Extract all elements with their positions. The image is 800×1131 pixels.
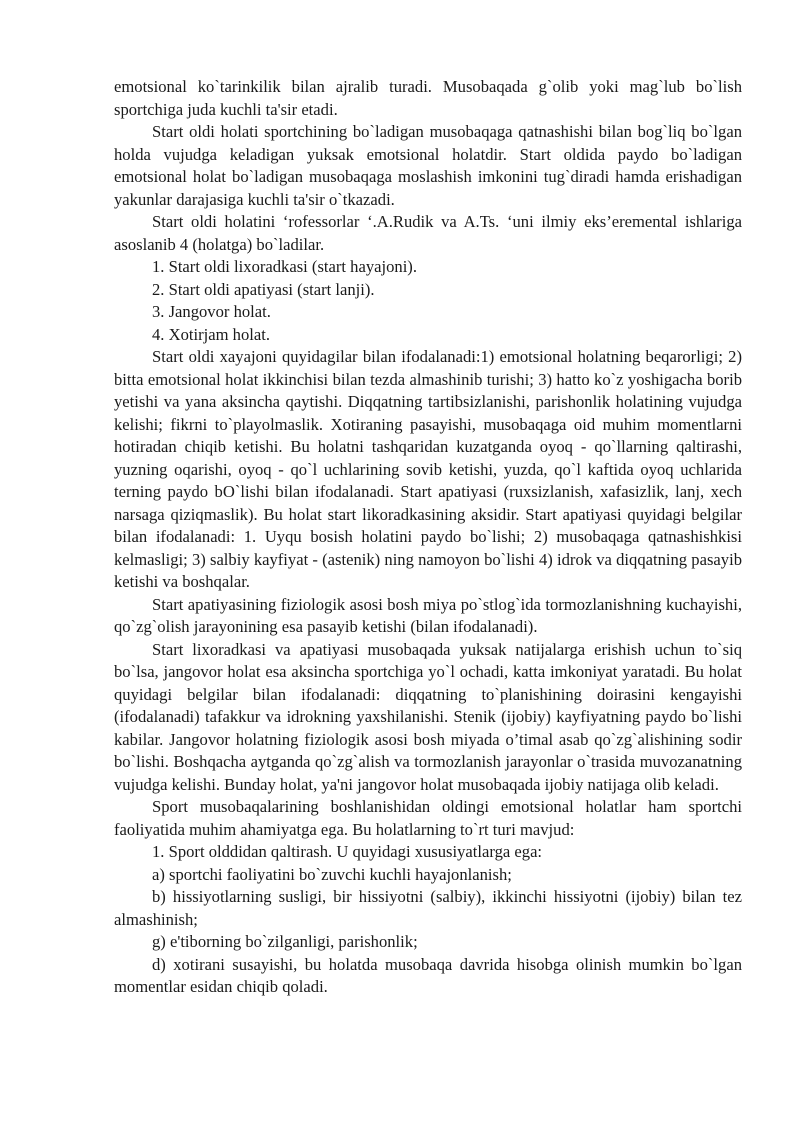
document-page: [114, 76, 742, 999]
list-item: a) sportchi faoliyatini bo`zuvchi kuchli hayajonlanish;: [152, 864, 512, 884]
paragraph: Start oldi holatini ‘rofessorlar ‘.A.Rudik va A.Ts. ‘uni ilmiy eks’eremental ishlariga asoslanib 4 (holatga) bo`ladilar.: [114, 212, 742, 254]
list-item: 4. Xotirjam holat.: [152, 324, 270, 344]
paragraph: Start lixoradkasi va apatiyasi musobaqada yuksak natijalarga erishish uchun to`siq bo`lsa, jangovor holat esa aksincha sportchiga yo`l ochadi, katta imkoniyat yaratadi. Bu holat quyidagi belgilar bilan ifodalanadi: diqqatning to`planishining doirasini kengayishi (ifodalanadi) tafakkur va idrokning yaxshilanishi. Stenik (ijobiy) kayfiyatning paydo bo`lishi kabilar. Jangovor holatning fiziologik asosi bosh miyada o’timal asab qo`zg`alishining sodir bo`lishi. Boshqacha aytganda qo`zg`alish va tormozlanish jarayonlar o`trasida muvozanatning vujudga kelishi. Bunday holat, ya'ni jangovor holat musobaqada ijobiy natijaga olib keladi.: [114, 639, 742, 794]
list-item: b) hissiyotlarning susligi, bir hissiyotni (salbiy), ikkinchi hissiyotni (ijobiy) bilan tez almashinish;: [114, 887, 742, 929]
list-item: d) xotirani susayishi, bu holatda musobaqa davrida hisobga olinish mumkin bo`lgan momentlar esidan chiqib qoladi.: [114, 954, 742, 996]
paragraph: Start oldi xayajoni quyidagilar bilan ifodalanadi:1) emotsional holatning beqarorligi; 2) bitta emotsional holat ikkinchisi bilan tezda almashinib turishi; 3) hatto ko`z yoshigacha borib yetishi va yana aksincha qaytishi. Diqqatning tartibsizlanishi, parishonlik holatining vujudga kelishi; fikrni to`playolmaslik. Xotiraning pasayishi, musobaqaga oid muhim momentlarni hotiradan chiqib ketishi. Bu holatni tashqaridan kuzatganda oyoq - qo`llarning qaltirashi, yuzning oqarishi, oyoq - qo`l uchlarining sovib ketishi, yuzda, qo`l kaftida oyoq uchlarida terning paydo bO`lishi bilan ifodalanadi. Start apatiyasi (ruxsizlanish, xafasizlik, lanj, xech narsaga qiziqmaslik). Bu holat start likoradkasining aksidir. Start apatiyasi quyidagi belgilar bilan ifodalanadi: 1. Uyqu bosish holatini paydo bo`lishi; 2) musobaqaga qatnashishkisi kelmasligi; 3) salbiy kayfiyat - (astenik) ning namoyon bo`lishi 4) idrok va diqqatning pasayib ketishi va boshqalar.: [114, 347, 742, 591]
list-item: 1. Sport olddidan qaltirash. U quyidagi xususiyatlarga ega:: [152, 842, 543, 861]
paragraph: Sport musobaqalarining boshlanishidan oldingi emotsional holatlar ham sportchi faoliyatida muhim ahamiyatga ega. Bu holatlarning to`rt turi mavjud:: [114, 797, 742, 839]
paragraph: emotsional ko`tarinkilik bilan ajralib turadi. Musobaqada g`olib yoki mag`lub bo`lish sportchiga juda kuchli ta'sir etadi.: [114, 77, 742, 119]
list-item: 2. Start oldi apatiyasi (start lanji).: [152, 279, 375, 299]
list-item: 1. Start oldi lixoradkasi (start hayajoni).: [152, 257, 417, 276]
paragraph: Start apatiyasining fiziologik asosi bosh miya po`stlog`ida tormozlanishning kuchayishi, qo`zg`olish jarayonining esa pasayib ketishi (bilan ifodalanadi).: [114, 594, 742, 636]
list-item: g) e'tiborning bo`zilganligi, parishonlik;: [152, 932, 418, 951]
list-item: 3. Jangovor holat.: [152, 302, 271, 321]
paragraph: Start oldi holati sportchining bo`ladigan musobaqaga qatnashishi bilan bog`liq bo`lgan holda vujudga keladigan yuksak emotsional holatdir. Start oldida paydo bo`ladigan emotsional holat bo`ladigan musobaqaga moslashish imkonini tug`diradi hamda erishadigan yakunlar darajasiga kuchli ta'sir o`tkazadi.: [114, 122, 742, 209]
